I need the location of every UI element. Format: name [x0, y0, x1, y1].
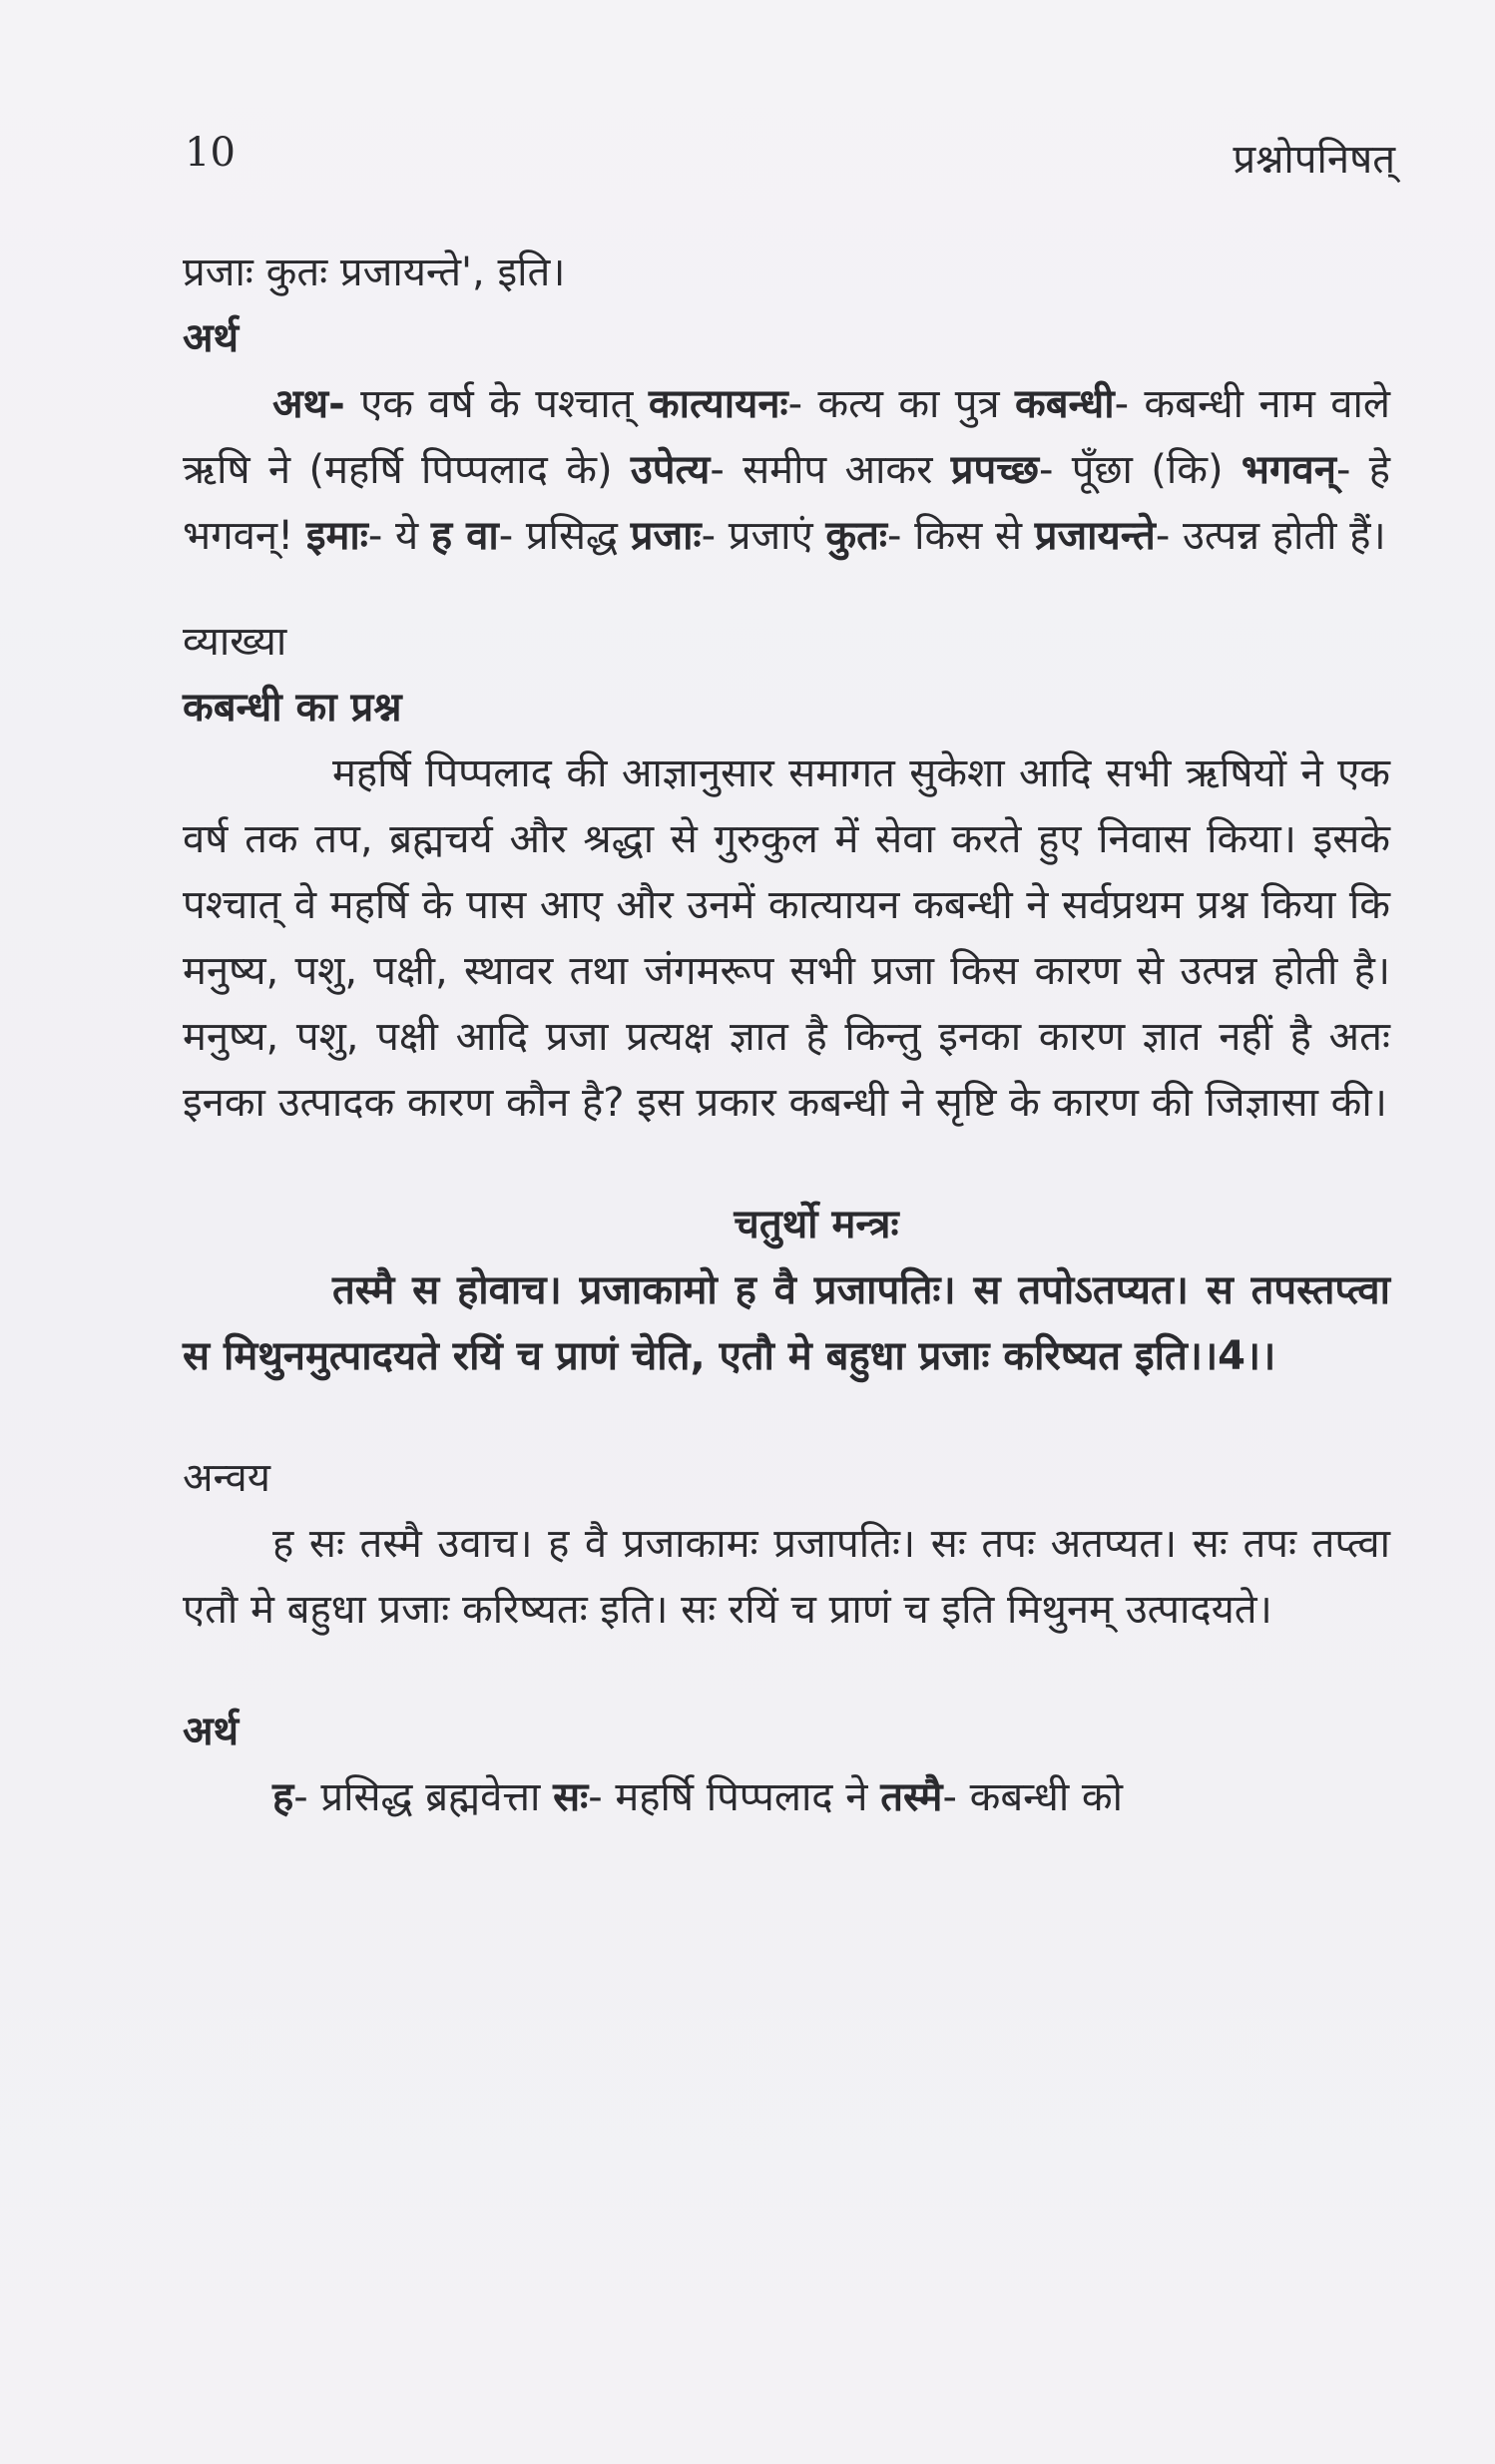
- artha-paragraph-2: ह- प्रसिद्ध ब्रह्मवेत्ता सः- महर्षि पिप्पलाद ने तस्मै- कबन्धी को: [272, 1774, 1124, 1820]
- term: ह: [272, 1774, 294, 1820]
- page-header: [185, 130, 1395, 190]
- term: भगवन्: [1241, 447, 1336, 493]
- spacer: [183, 1389, 1390, 1445]
- term: प्रजायन्ते: [1034, 513, 1156, 559]
- term: कात्यायनः: [648, 381, 788, 427]
- artha-heading: अर्थ: [183, 315, 240, 361]
- mantra-text: तस्मै स होवाच। प्रजाकामो ह वै प्रजापतिः। स तपोऽतप्यत। स तपस्तप्त्वा स मिथुनमुत्पादयते रयिं च प्राणं चेति, एतौ मे बहुधा प्रजाः करिष्यत इति।।4।।: [183, 1267, 1390, 1379]
- artha-heading-2: अर्थ: [183, 1709, 240, 1754]
- term: अथ-: [272, 381, 345, 427]
- intro-line: प्रजाः कुतः प्रजायन्ते', इति।: [183, 249, 566, 295]
- term: इमाः: [305, 513, 368, 559]
- artha-paragraph: अथ- एक वर्ष के पश्चात् कात्यायनः- कत्य का पुत्र कबन्धी- कबन्धी नाम वाले ऋषि ने (महर्षि पिप्पलाद के) उपेत्य- समीप आकर प्रपच्छ- पूँछा (कि) भगवन्- हे भगवन्! इमाः- ये ह वा- प्रसिद्ध प्रजाः- प्रजाएं कुतः- किस से प्रजायन्ते- उत्पन्न होती हैं।: [183, 381, 1390, 559]
- term: प्रजाः: [630, 513, 702, 559]
- term: कबन्धी: [1015, 381, 1115, 427]
- anvaya-paragraph: ह सः तस्मै उवाच। ह वै प्रजाकामः प्रजापतिः। सः तपः अतप्यत। सः तपः तप्त्वा एतौ मे बहुधा प्रजाः करिष्यतः इति। सः रयिं च प्राणं च इति मिथुनम् उत्पादयते।: [183, 1521, 1390, 1633]
- vyakhya-subheading: कबन्धी का प्रश्न: [183, 685, 402, 731]
- vyakhya-heading: व्याख्या: [183, 619, 287, 665]
- term: प्रपच्छ: [950, 447, 1040, 493]
- page-content: [183, 240, 1390, 1830]
- vyakhya-paragraph: महर्षि पिप्पलाद की आज्ञानुसार समागत सुकेशा आदि सभी ऋषियों ने एक वर्ष तक तप, ब्रह्मचर्य और श्रद्धा से गुरुकुल में सेवा करते हुए निवास किया। इसके पश्चात् वे महर्षि के पास आए और उनमें कात्यायन कबन्धी ने सर्वप्रथम प्रश्न किया कि मनुष्य, पशु, पक्षी, स्थावर तथा जंगमरूप सभी प्रजा किस कारण से उत्पन्न होती है। मनुष्य, पशु, पक्षी आदि प्रजा प्रत्यक्ष ज्ञात है किन्तु इनका कारण ज्ञात नहीं है अतः इनका उत्पादक कारण कौन है? इस प्रकार कबन्धी ने सृष्टि के कारण की जिज्ञासा की।: [183, 750, 1390, 1126]
- spacer: [183, 569, 1390, 609]
- term: सः: [553, 1774, 589, 1820]
- spacer: [183, 1136, 1390, 1192]
- term: तस्मै: [880, 1774, 943, 1820]
- term: उपेत्य: [630, 447, 711, 493]
- mantra-title: चतुर्थो मन्त्रः: [734, 1202, 899, 1247]
- page-number: 10: [185, 130, 236, 176]
- running-title: प्रश्नोपनिषत्: [1233, 137, 1395, 183]
- term: ह वा: [430, 513, 499, 559]
- anvaya-heading: अन्वय: [183, 1455, 270, 1501]
- spacer: [183, 1643, 1390, 1699]
- term: कुतः: [825, 513, 887, 559]
